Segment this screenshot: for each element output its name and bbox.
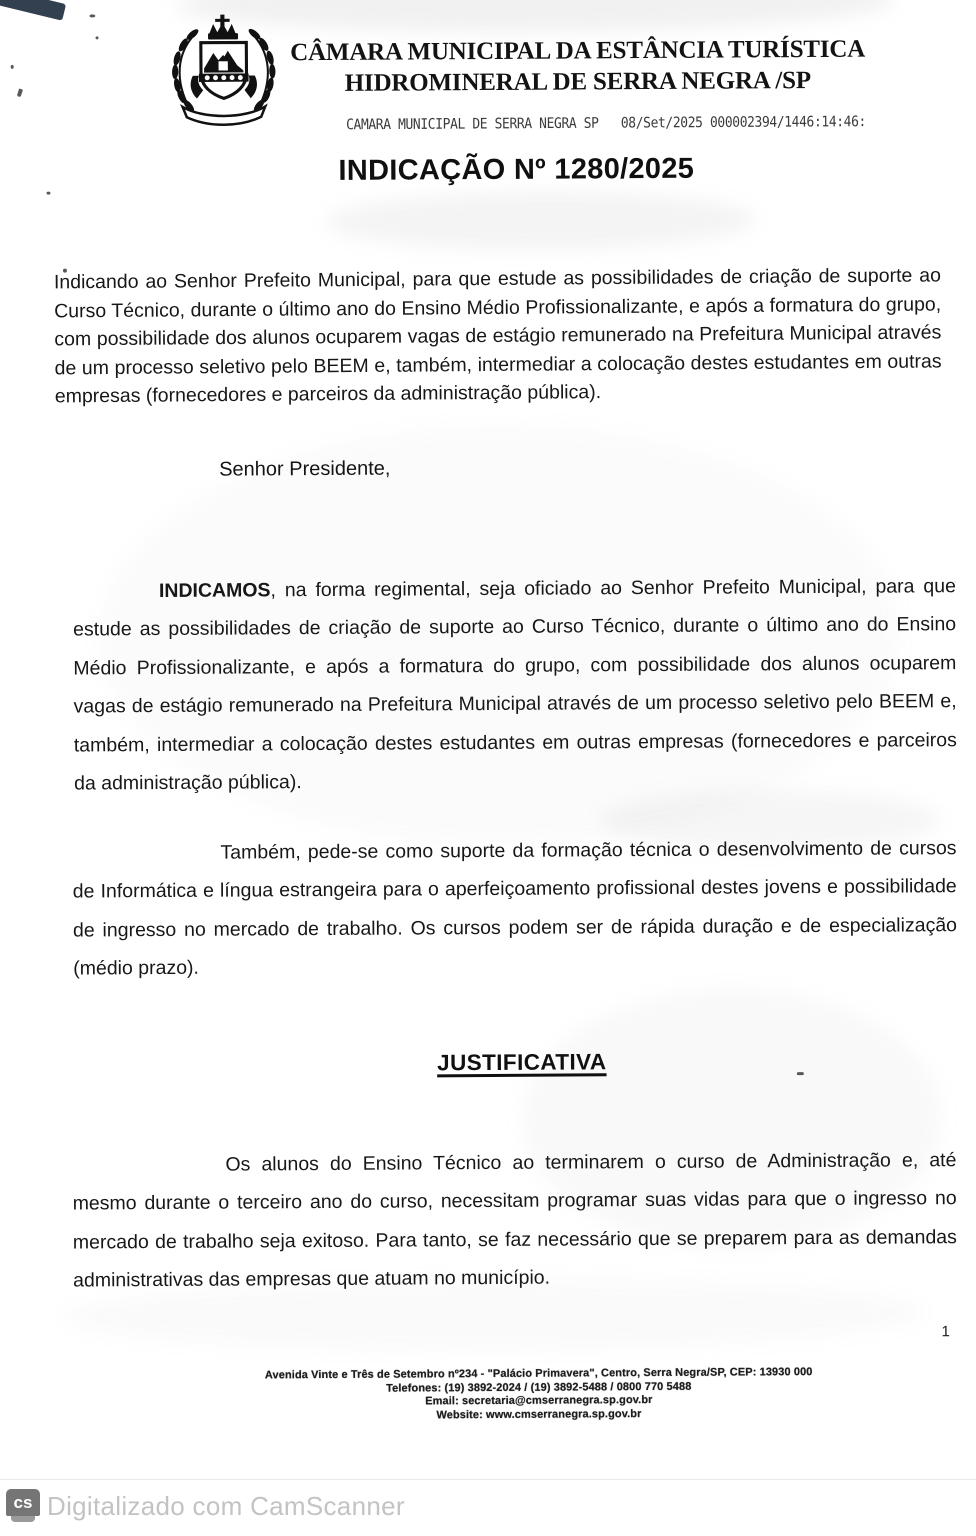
justificativa-paragraph: Os alunos do Ensino Técnico ao terminarem o curso de Administração e, até mesmo durante o terceiro ano do curso, necessitam programar suas vidas para que o ingresso no mercado de trabalho seja exitoso. Para tanto, se faz necessário que se preparem para as demandas administrativas das empresas que atuam no município. bbox=[72, 1148, 957, 1292]
footer-address: Avenida Vinte e Três de Setembro nº234 - "Palácio Primavera", Centro, Serra Negra/SP, CEP: 13930 000 bbox=[264, 1366, 813, 1382]
document-title: INDICAÇÃO Nº 1280/2025 bbox=[338, 152, 695, 187]
scan-speck bbox=[17, 88, 23, 97]
footer-phones: Telefones: (19) 3892-2024 / (19) 3892-5488 / 0800 770 5488 bbox=[386, 1380, 692, 1395]
page-number: 1 bbox=[941, 1323, 950, 1341]
justificativa-heading: JUSTIFICATIVA bbox=[437, 1049, 607, 1076]
org-name-line1: CÂMARA MUNICIPAL DA ESTÂNCIA TURÍSTICA bbox=[290, 35, 866, 67]
scan-corner-artifact bbox=[0, 0, 66, 21]
scan-speck bbox=[46, 192, 50, 195]
scan-speck bbox=[797, 1072, 804, 1075]
scan-blotch bbox=[326, 190, 756, 251]
body-paragraph-tambem: Também, pede-se como suporte da formação técnica o desenvolvimento de cursos de Informática e língua estrangeira para o aperfeiçoamento profissional destes jovens e possibilidade de ingresso no mercado de trabalho. Os cursos podem ser de rápida duração e de especialização (médio prazo). bbox=[72, 836, 958, 980]
body-lead-word: INDICAMOS bbox=[158, 578, 271, 602]
camscanner-cs-badge-icon: cs bbox=[6, 1489, 40, 1516]
footer-website: Website: www.cmserranegra.sp.gov.br bbox=[436, 1407, 642, 1422]
salutation: Senhor Presidente, bbox=[219, 457, 391, 481]
scan-speck bbox=[89, 14, 95, 17]
camscanner-watermark-text: Digitalizado com CamScanner bbox=[47, 1491, 405, 1521]
org-name bbox=[288, 34, 868, 100]
scan-speck bbox=[96, 36, 99, 39]
body-paragraph-text: , na forma regimental, seja oficiado ao Senhor Prefeito Municipal, para que estude as possibilidades de criação de suporte ao Curso Técnico, durante o último ano do Ensino Médio Profissionalizante, e após a formatura do grupo, com possibilidade dos alunos ocuparem vagas de estágio remunerado na Prefeitura Municipal através de um processo seletivo pelo BEEM e, também, intermediar a colocação destes estudantes em outras empresas (fornecedores e parceiros da administração pública). bbox=[73, 574, 957, 795]
municipal-coat-of-arms-icon bbox=[159, 13, 288, 136]
footer-email: Email: secretaria@cmserranegra.sp.gov.br bbox=[425, 1394, 653, 1408]
body-paragraph-indicamos bbox=[73, 567, 957, 804]
protocol-stamp: CAMARA MUNICIPAL DE SERRA NEGRA SP 08/Set/2025 000002394/1446:14:46: bbox=[346, 113, 866, 134]
org-name-line2: HIDROMINERAL DE SERRA NEGRA /SP bbox=[344, 67, 811, 97]
scan-speck bbox=[11, 65, 14, 69]
camscanner-watermark-bar bbox=[0, 1479, 976, 1536]
ementa-paragraph: Indicando ao Senhor Prefeito Municipal, para que estude as possibilidades de criação de suporte ao Curso Técnico, durante o último ano do Ensino Médio Profissionalizante, e após a formatura do grupo, com possibilidade dos alunos ocuparem vagas de estágio remunerado na Prefeitura Municipal através de um processo seletivo pelo BEEM e, também, intermediar a colocação destes estudantes em outras empresas (fornecedores e parceiros da administração pública). bbox=[53, 263, 942, 408]
letterhead-footer bbox=[114, 1365, 964, 1425]
